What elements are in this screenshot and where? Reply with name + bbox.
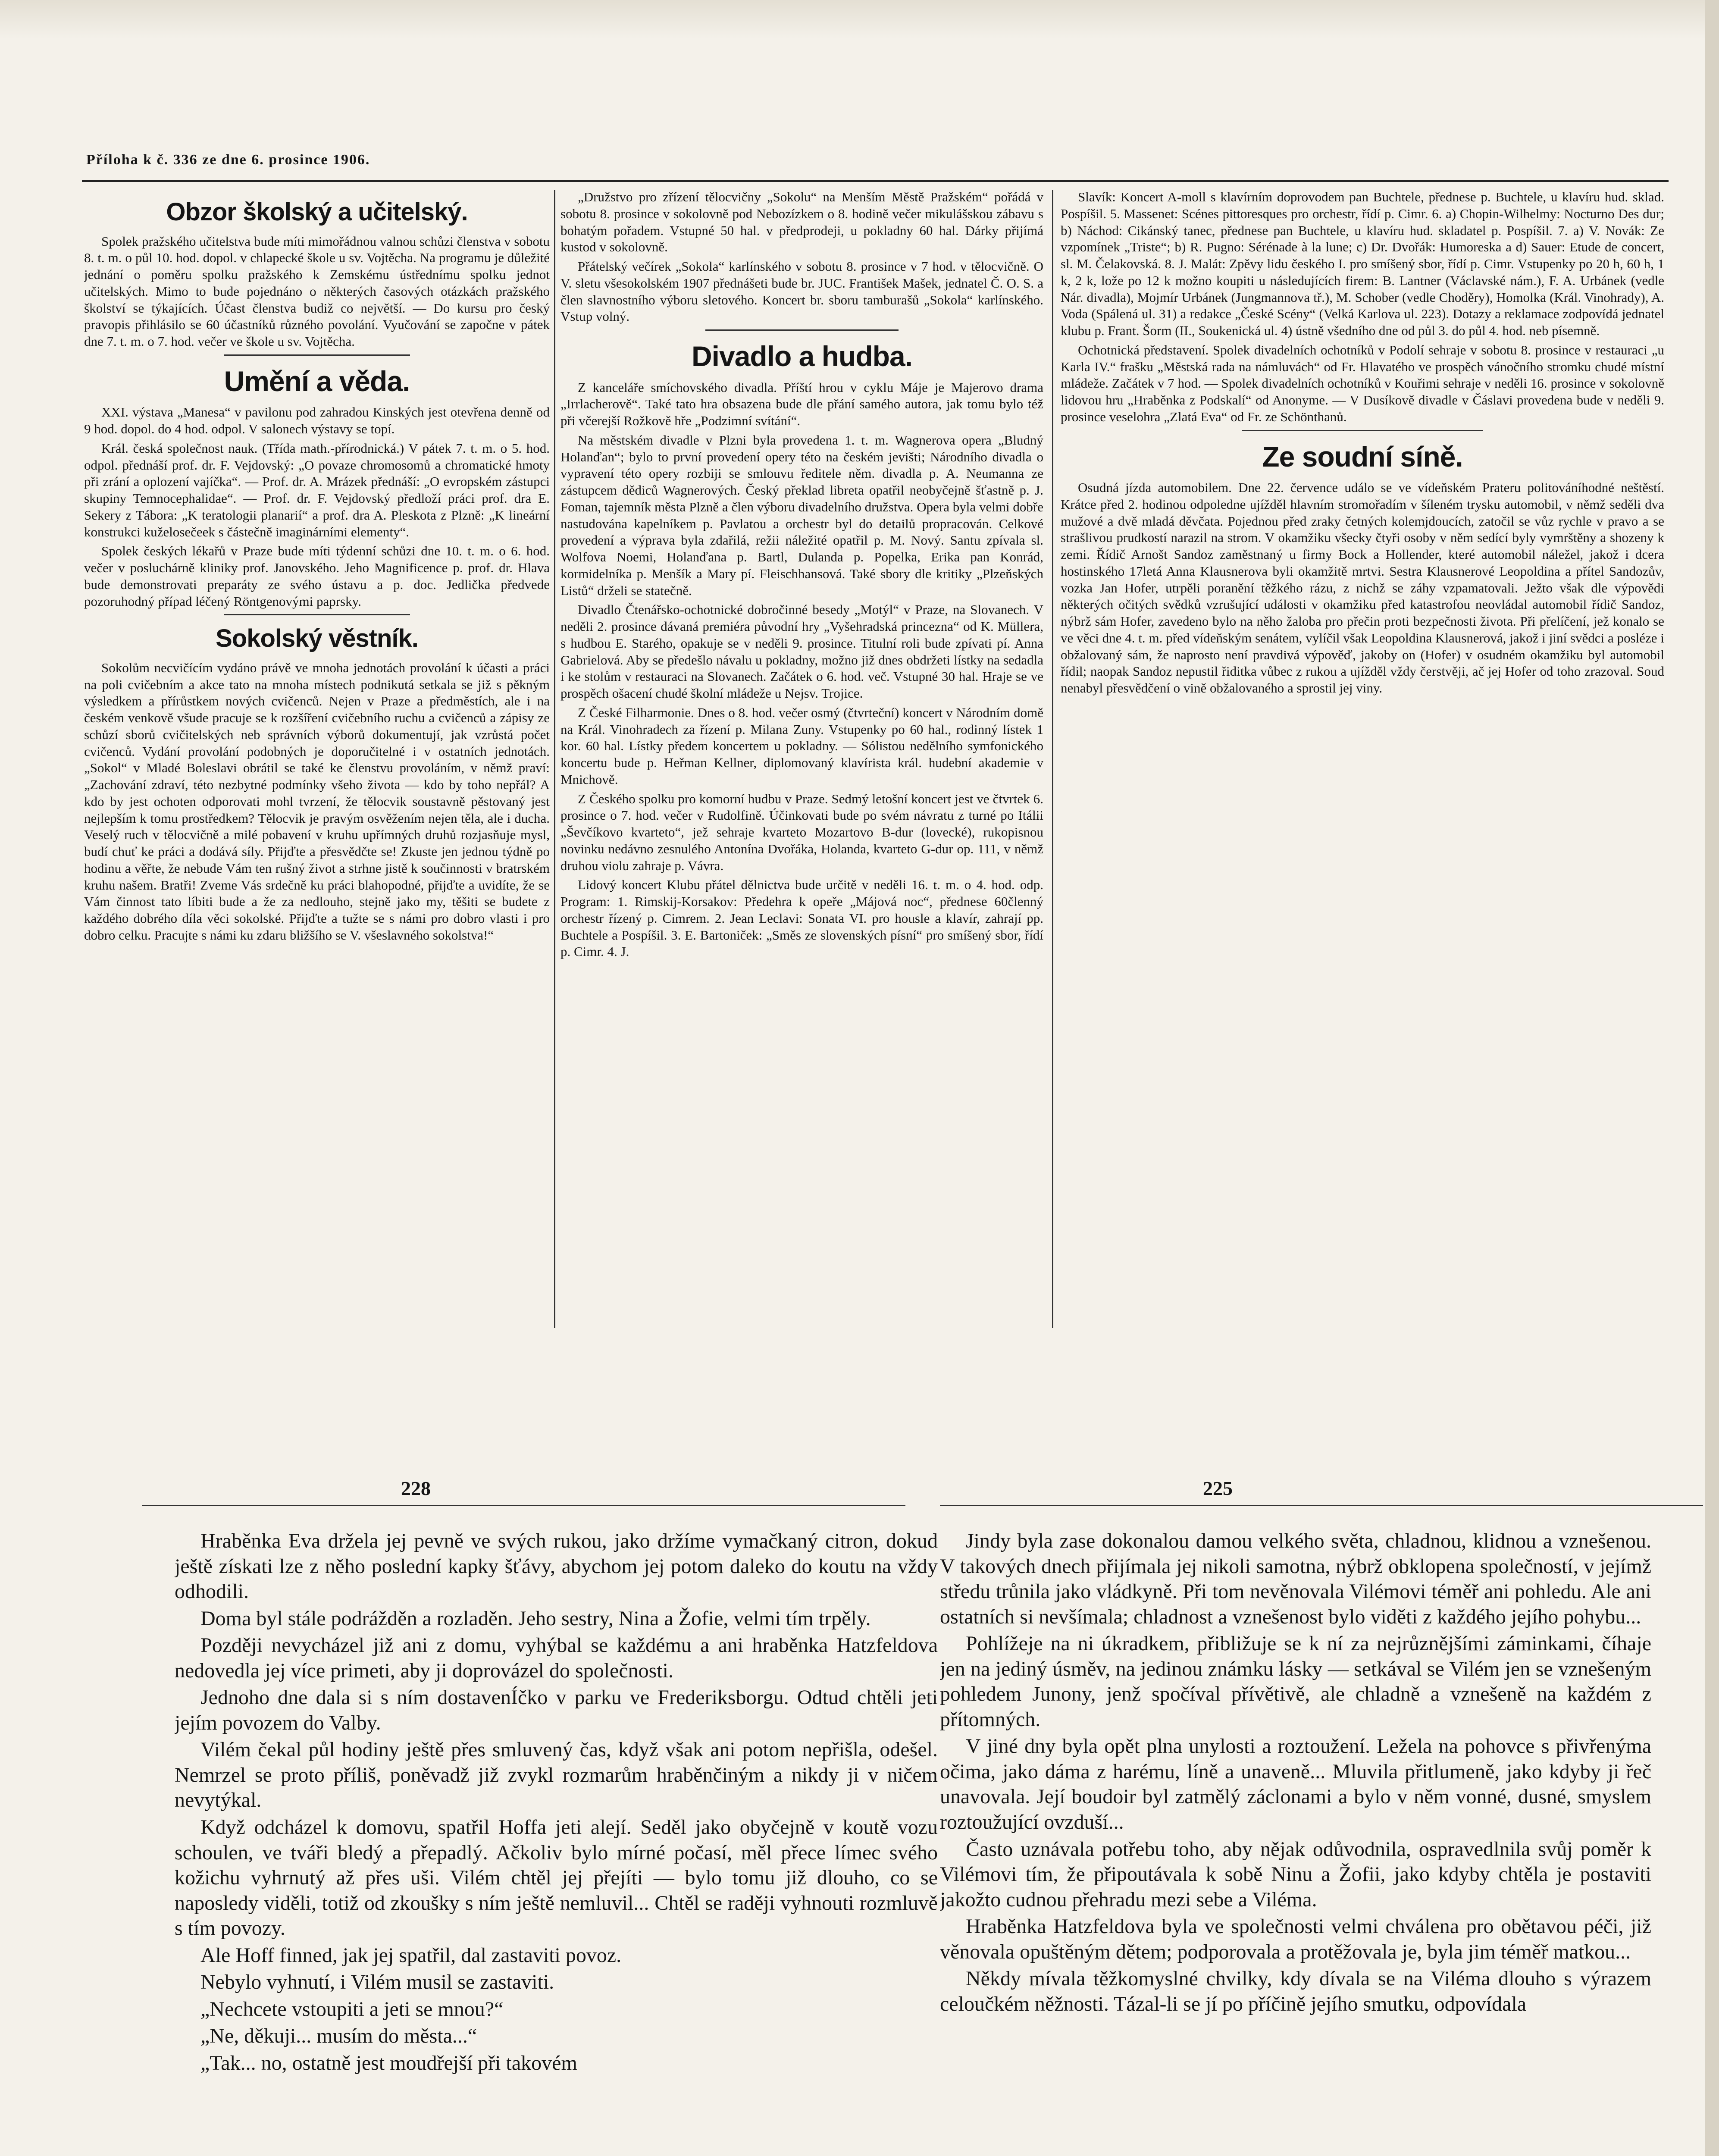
- newspaper-header: Příloha k č. 336 ze dne 6. prosince 1906.: [86, 152, 370, 168]
- header-rule: [82, 180, 1669, 182]
- column-2: [560, 189, 1043, 1344]
- page-number-left: 228: [401, 1477, 431, 1499]
- section-title: Obzor školský a učitelský.: [166, 198, 468, 226]
- divider: [1242, 430, 1483, 431]
- book-paragraph: „Nechcete vstoupiti a jeti se mnou?“: [200, 1997, 504, 2021]
- scan-edge: [1705, 0, 1719, 2156]
- article-paragraph: Na městském divadle v Plzni byla provedena 1. t. m. Wagnerova opera „Bludný Holanďan“; bylo to první provedení opery této na českém jevišti; Národního divadla o vypravení této opery rozbiji se smlouvu ředitele něm. divadla p. A. Neumanna ze zástupcem dědiců Wagnerových. Český překlad libreta opatřil neobyčejně šťastně p. J. Foman, tajemník města Plzně a člen výboru divadelního družstva. Opera byla velmi dobře nastudována kapelníkem p. Pavlatou a orchestr byl do detailů propracován. Celkové provedení a výprava byla zdařilá, režii náležité opatřil p. M. Nový. Santu zpívala sl. Wolfova Noemi, Holanďana p. Bartl, Dulanda p. Popelka, Erika pan Konrád, kormidelníka p. Menšík a Mary pí. Fleischhansová. Také sbory dle kritiky „Plzeňských Listů“ drželi se statečně.: [560, 432, 1043, 598]
- book-paragraph: „Ne, děkuji... musím do města...“: [200, 2024, 477, 2048]
- article-paragraph: Slavík: Koncert A-moll s klavírním doprovodem pan Buchtele, přednese p. Buchtele, u klavíru hud. sklad. Pospíšil. 5. Massenet: Scénes pittoresques pro orchestr, řídí p. Cimr. 6. a) Chopin-Wilhelmy: Nocturno Des dur; b) Náchod: Cikánský tanec, přednese pan Buchtele, u klavíru hud. skladatel p. Pospíšil. 7. a) V. Novák: Ze vzpomínek „Triste“; b) R. Pugno: Sérénade à la lune; c) Dr. Dvořák: Humoreska a d) Sauer: Etude de concert, sl. M. Čelakovská. 8. J. Malát: Zpěvy lidu českého I. pro smíšený sbor, řídí p. Cimr. Vstupenky po 20 h, 60 h, 1 k, 2 k, lože po 12 k možno koupiti u následujících firem: B. Lantner (Václavské nám.), F. A. Urbánek (vedle Nár. divadla), Mojmír Urbánek (Jungmannova tř.), M. Schober (vedle Choděry), Homolka (Král. Vinohrady), A. Voda (Spálená ul. 31) a redakce „České Scény“ (Velká Karlova ul. 223). Dotazy a reklamace zodpovídá jednatel klubu p. Frant. Šorm (II., Soukenická ul. 4) ústně všedního dne od půl 3. do půl 4. hod. neb písemně.: [1061, 189, 1664, 338]
- book-paragraph: Hraběnka Eva držela jej pevně ve svých rukou, jako držíme vymačkaný citron, dokud ještě získati lze z něho poslední kapky šťávy, abychom jej potom daleko do koutu na vždy odhodili.: [175, 1529, 938, 1603]
- book-paragraph: Později nevycházel již ani z domu, vyhýbal se každému a ani hraběnka Hatzfeldova nedovedla jej více primeti, aby ji doprovázel do společnosti.: [175, 1634, 938, 1682]
- book-paragraph: Hraběnka Hatzfeldova byla ve společnosti velmi chválena pro obětavou péči, již věnovala opuštěným dětem; podporovala a protěžovala je, byla jim téměř matkou...: [940, 1915, 1651, 1963]
- section-title: Ze soudní síně.: [1262, 440, 1463, 473]
- page-rule: [940, 1505, 1703, 1506]
- section-title: Umění a věda.: [224, 365, 410, 397]
- book-paragraph: Pohlížeje na ni úkradkem, přibližuje se k ní za nejrůznějšími záminkami, číhaje jen na jediný úsměv, na jedinou známku lásky — setkával se Vilém jen se vznešeným pohledem Junony, jenž spočíval přívětivě, ale chladně a vznešeně na každém z přítomných.: [940, 1632, 1651, 1731]
- article-paragraph: Král. česká společnost nauk. (Třída math.-přírodnická.) V pátek 7. t. m. o 5. hod. odpol. přednáší prof. dr. F. Vejdovský: „O povaze chromosomů a chromatické hmoty při zrání a oplození vajíčka“. — Prof. dr. A. Mrázek přednáší: „O evropském zástupci skupiny Temnocephalidae“. — Prof. dr. F. Vejdovský předloží práci prof. dra E. Sekery z Tábora: „K teratologii planarií“ a prof. dra A. Pleskota z Plzně: „K lineární konstrukci kuželosečeek s částečně imaginárními elementy“.: [84, 440, 550, 539]
- book-paragraph: Jindy byla zase dokonalou damou velkého světa, chladnou, klidnou a vznešenou. V takových dnech přijímala jej nikoli samotna, nýbrž obklopena společností, v jejímž středu trůnila jako vládkyně. Při tom nevěnovala Vilémovi téměř ani pohledu. Ale ani ostatních si nevšímala; chladnost a vznešenost bylo viděti z každého jejího pohybu...: [940, 1529, 1651, 1628]
- column-divider: [554, 190, 555, 1328]
- article-paragraph: Z Českého spolku pro komorní hudbu v Praze. Sedmý letošní koncert jest ve čtvrtek 6. prosince o 7. hod. večer v Rudolfině. Účinkovati bude po svém návratu z turné po Itálii „Ševčíkovo kvarteto“, jež sehraje kvarteto Mozartovo B-dur (lovecké), rukopisnou novinku nedávno zesnulého Antonína Dvořáka, Holanda, kvarteto G-dur op. 111, v němž druhou violu zahraje p. Vávra.: [560, 791, 1043, 873]
- article-paragraph: Ochotnická představení. Spolek divadelních ochotníků v Podolí sehraje v sobotu 8. prosince v restauraci „u Karla IV.“ frašku „Městská rada na námluvách“ od Fr. Hlavatého ve prospěch vánočního stromku chudé místní mládeže. Začátek v 7 hod. — Spolek divadelních ochotníků v Kouřimi sehraje v neděli 16. prosince v sokolovně lidovou hru „Hraběnka z Podskalí“ od Anonyme. — V Dusíkově divadle v Čáslavi provedena bude v neděli 9. prosince veselohra „Zlatá Eva“ od Fr. ze Schönthanů.: [1061, 342, 1664, 424]
- article-paragraph: Osudná jízda automobilem. Dne 22. července událo se ve vídeňském Prateru politováníhodné neštěstí. Krátce před 2. hodinou odpoledne ujížděl hlavním stromořadím v šíleném trysku automobil, v němž seděli dva mužové a dvě mladá děvčata. Pojednou před zraky četných kolemjdoucích, zatočil se vůz rychle v pravo a se strašlivou prudkostí narazil na strom. V okamžiku všecky čtyři osoby v něm sedící byly vymrštěny a shozeny k zemi. Řídič Arnošt Sandoz zaměstnaný u firmy Bock a Hollender, které automobil náležel, jakož i dcera hostinského 17letá Anna Klausnerova byli okamžitě mrtvi. Sestra Klausnerové Leopoldina a přítel Sandozův, vozka Jan Hofer, utrpěli poranění těžkého rázu, z nichž se záhy vzpamatovali. Ježto však dle výpovědi některých očitých svědků vzrušující události v okamžiku před katastrofou neovládal automobil řídič Sandoz, nýbrž sám Hofer, zavedeno bylo na něho žaloba pro přečin proti bezpečnosti života. Při přelíčení, jež konalo se ve věci dne 4. t. m. před vídeňským senátem, vylíčil však Leopoldina Klausnerová, jakož i jiní svědci a posléze i obžalovaný sám, že naprosto není pravdivá výpověď, jakoby on (Hofer) v osudném okamžiku byl automobil řídil; naopak Sandoz nepustil řiditka vůbec z rukou a ujížděl vždy čerstvěji, ač jej Hofer od toho zrazoval. Soud nenabyl přesvědčení o vině obžalovaného a sprostil jej viny.: [1061, 480, 1664, 696]
- article-paragraph: Spolek českých lékařů v Praze bude míti týdenní schůzi dne 10. t. m. o 6. hod. večer v posluchárně kliniky prof. Janovského. Jeho Magnificence p. prof. dr. Hlava bude demonstrovati preparáty ze svého ústavu a p. doc. Jedlička předvede pozoruhodný případ léčený Röntgenovými paprsky.: [84, 543, 550, 609]
- section-title: Divadlo a hudba.: [691, 340, 913, 372]
- book-paragraph: Když odcházel k domovu, spatřil Hoffa jeti alejí. Seděl jako obyčejně v koutě vozu schoulen, ve tváři bledý a přepadlý. Ačkoliv bylo mírné počasí, měl přece límec svého kožichu vyhrnutý až přes uši. Vilém chtěl jej přejíti — bylo tomu již dlouho, co se naposledy viděli, totiž od zkoušky s ním ještě nemluvil... Chtěl se raději vyhnouti rozmluvě s tím povozy.: [175, 1816, 938, 1940]
- book-paragraph: V jiné dny byla opět plna unylosti a roztoužení. Ležela na pohovce s přivřenýma očima, jako dáma z harému, líně a unaveně... Mluvila přitlumeně, jako kdyby ji řeč unavovala. Její boudoir byl zatmělý záclonami a bylo v něm vonné, dusné, smyslem roztoužující ovzduší...: [940, 1735, 1651, 1834]
- book-paragraph: Často uznávala potřebu toho, aby nějak odůvodnila, ospravedlnila svůj poměr k Vilémovi tím, že připoutávala k sobě Ninu a Žofii, jako kdyby chtěla je postaviti jakožto cudnou přehradu mezi sebe a Viléma.: [940, 1837, 1651, 1911]
- page-number-right: 225: [1203, 1477, 1233, 1499]
- book-paragraph: Ale Hoff finned, jak jej spatřil, dal zastaviti povoz.: [200, 1943, 622, 1967]
- article-paragraph: Z České Filharmonie. Dnes o 8. hod. večer osmý (čtvrteční) koncert v Národním domě na Král. Vinohradech za řízení p. Milana Zuny. Vstupenky po 60 hal., rodinný lístek 1 kor. 60 hal. Lístky předem koncertem u pokladny. — Sólistou nedělního symfonického koncertu bude p. Heřman Kellner, diplomovaný klavírista král. hudební akademie v Mnichově.: [560, 705, 1043, 787]
- book-page-right: [940, 1529, 1651, 2156]
- book-paragraph: Doma byl stále podrážděn a rozladěn. Jeho sestry, Nina a Žofie, velmi tím trpěly.: [200, 1607, 871, 1630]
- scan-shadow: [0, 0, 1719, 39]
- article-paragraph: Spolek pražského učitelstva bude míti mimořádnou valnou schůzi členstva v sobotu 8. t. m. o půl 10. hod. dopol. v chlapecké škole u sv. Vojtěcha. Na programu je důležité jednání o poměru spolku pražského k Zemskému ústřednímu spolku jednot učitelských. Mimo to bude pojednáno o některých časových otázkách pražského školství se týkajících. Účast členstva budiž co největší. — Do kursu pro český pravopis přihlásilo se 60 účastníků různého povolání. Vyučování se započne v pátek dne 7. t. m. o 7. hod. večer ve škole u sv. Vojtěcha.: [84, 233, 550, 349]
- section-title: Sokolský věstník.: [216, 624, 418, 653]
- column-3: [1061, 189, 1664, 1344]
- article-paragraph: XXI. výstava „Manesa“ v pavilonu pod zahradou Kinských jest otevřena denně od 9 hod. dopol. do 4 hod. odpol. V salonech výstavy se topí.: [84, 404, 550, 436]
- article-paragraph: Sokolům necvičícím vydáno právě ve mnoha jednotách provolání k účasti a práci na poli cvičebním a akce tato na mnoha místech podnikutá setkala se již s pěkným výsledkem a přírůstkem nových cvičenců. Nejen v Praze a předměstích, ale i na českém venkově všude pracuje se k rozšíření cvičebního ruchu a cvičenců a zápisy ze schůzí sborů cvičitelských neb správních výborů dokumentují, jak vzrůstá počet cvičenců. Vydání provolání podobných je doporučitelné i v ostatních jednotách. „Sokol“ v Mladé Boleslavi obrátil se také ke členstvu provoláním, v němž praví: „Zachování zdraví, této nezbytné podmínky všeho života — kdo by toho nepřál? A kdo by jest ochoten odporovati mohl tvrzení, že tělocvik soustavně pěstovaný jest nejlepším k tomu prostředkem? Tělocvik je pravým osvěžením nejen těla, ale i ducha. Veselý ruch v tělocvičně a milé pobavení v kruhu upřímných druhů rozjasňuje mysl, budí chuť ke práci a dodává síly. Přijďte a přesvědčte se! Zkuste jen jednou týdně po hodinu a věřte, že nebude Vám ten rušný život a strhne jistě k součinnosti v bratrském kruhu našem. Bratři! Zveme Vás srdečně ku práci blahopodné, přijďte a uvidíte, že se Vám činnost tato líbiti bude a že za nedlouho, stejně jako my, těšiti se budete z každého dobrého díla věci sokolské. Přijďte a tužte se s námi pro dobro vlasti i pro dobro celku. Pracujte s námi ku zdaru bližšího se V. všeslavného sokolstva!“: [84, 660, 550, 943]
- divider: [224, 614, 410, 615]
- divider: [224, 354, 410, 356]
- article-paragraph: Přátelský večírek „Sokola“ karlínského v sobotu 8. prosince v 7 hod. v tělocvičně. O V. sletu všesokolském 1907 přednášeti bude br. JUC. František Mašek, jednatel Č. O. S. a člen slavnostního výboru sletového. Koncert br. sboru tamburašů „Sokola“ karlínského. Vstup volný.: [560, 259, 1043, 324]
- article-paragraph: „Družstvo pro zřízení tělocvičny „Sokolu“ na Menším Městě Pražském“ pořádá v sobotu 8. prosince v sokolovně pod Nebozízkem o 8. hodině večer mikulášskou zábavu s bohatým pořadem. Vstupné 50 hal. v předprodeji, u pokladny 60 hal. Dárky přijímá kustod v sokolovně.: [560, 189, 1043, 255]
- book-page-left: [175, 1529, 938, 2156]
- divider: [705, 329, 899, 331]
- page-rule: [142, 1505, 905, 1506]
- book-paragraph: „Tak... no, ostatně jest moudřejší při takovém: [200, 2051, 577, 2075]
- book-paragraph: Někdy mívala těžkomyslné chvilky, kdy dívala se na Viléma dlouho s výrazem celoučkém něžnosti. Tázal-li se jí po příčině jejího smutku, odpovídala: [940, 1967, 1651, 2015]
- article-paragraph: Divadlo Čtenářsko-ochotnické dobročinné besedy „Motýl“ v Praze, na Slovanech. V neděli 2. prosince dávaná premiéra původní hry „Vyšehradská princezna“ od K. Müllera, s hudbou E. Starého, opakuje se v neděli 9. prosince. Titulní roli bude zpívati pí. Anna Gabrielová. Aby se předešlo návalu u pokladny, možno již dnes obdržeti lístky na sedadla i ke stolům v restauraci na Slovanech. Začátek o 6. hod. več. Vstupné 30 hal. Hraje se ve prospěch ošacení chudé školní mládeže u Nejsv. Trojice.: [560, 602, 1043, 701]
- article-paragraph: Lidový koncert Klubu přátel dělnictva bude určitě v neděli 16. t. m. o 4. hod. odp. Program: 1. Rimskij-Korsakov: Předehra k opeře „Májová noc“, přednese 60členný orchestr řízený p. Cimrem. 2. Jean Leclavi: Sonata VI. pro housle a klavír, zahrají pp. Buchtele a Pospíšil. 3. E. Bartoniček: „Směs ze slovenských písní“ pro smíšený sbor, řídí p. Cimr. 4. J.: [560, 877, 1043, 959]
- column-1: [84, 189, 550, 1344]
- article-paragraph: Z kanceláře smíchovského divadla. Příští hrou v cyklu Máje je Majerovo drama „Irrlacherově“. Také tato hra obsazena bude dle přání samého autora, jak tomu bylo též při včerejší Rožkově hře „Podzimní svítání“.: [560, 379, 1043, 428]
- book-paragraph: Jednoho dne dala si s ním dostavenÍčko v parku ve Frederiksborgu. Odtud chtěli jeti jejím povozem do Valby.: [175, 1686, 938, 1734]
- book-paragraph: Nebylo vyhnutí, i Vilém musil se zastaviti.: [200, 1971, 554, 1994]
- column-divider: [1052, 190, 1053, 1328]
- book-paragraph: Vilém čekal půl hodiny ještě přes smluvený čas, když však ani potom nepřišla, odešel. Nemrzel se proto příliš, poněvadž již zvykl rozmarům hraběnčiným a nikdy ji v ničem nevytýkal.: [175, 1738, 938, 1812]
